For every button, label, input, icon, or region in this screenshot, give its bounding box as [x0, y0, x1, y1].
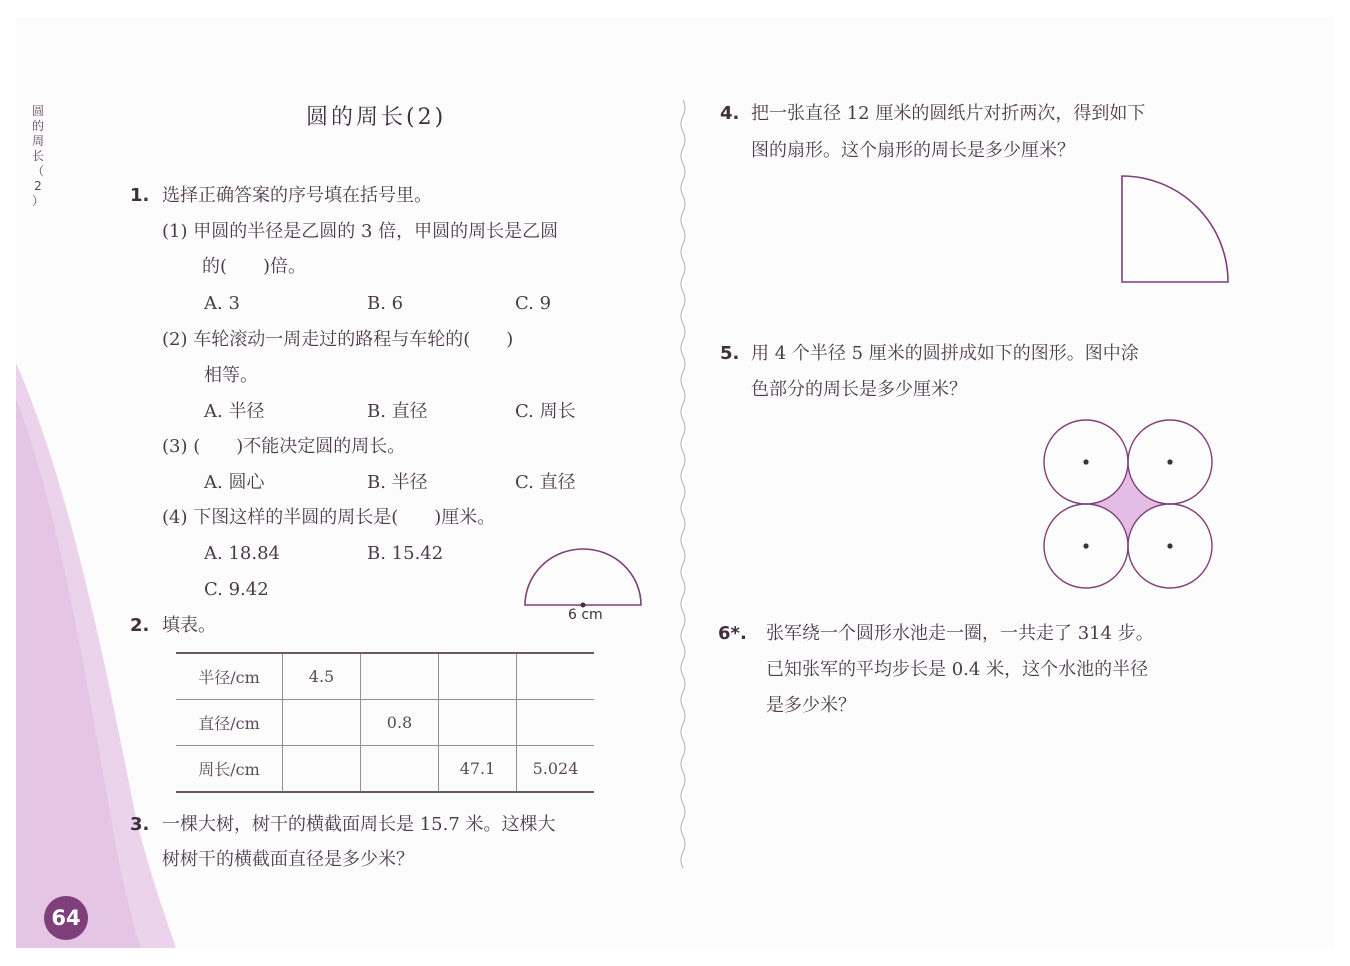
table-cell [439, 653, 517, 700]
table-cell: 4.5 [283, 653, 361, 700]
q1-sub1-line1: (1) 甲圆的半径是乙圆的 3 倍，甲圆的周长是乙圆 [162, 221, 559, 242]
table-cell [283, 700, 361, 746]
table-cell [439, 700, 517, 746]
question-3-line1: 一棵大树，树干的横截面周长是 15.7 米。这棵大 [162, 814, 556, 835]
semicircle-diameter-label: 6 cm [568, 607, 603, 623]
table-header-cell: 周长/cm [176, 746, 283, 793]
question-3-number: 3. [130, 814, 150, 835]
q1-sub2-option-b: B. 直径 [367, 401, 428, 422]
table-row [176, 700, 594, 746]
side-char: （ [31, 164, 44, 178]
table-header-cell: 直径/cm [176, 700, 283, 746]
q1-sub4-option-b: B. 15.42 [367, 543, 444, 564]
question-5-line2: 色部分的周长是多少厘米？ [751, 379, 967, 400]
table-cell: 0.8 [361, 700, 439, 746]
q1-sub2-line2: 相等。 [204, 365, 258, 386]
side-char: 周 [31, 134, 44, 148]
q1-sub2-option-a: A. 半径 [204, 401, 265, 422]
question-4-line1: 把一张直径 12 厘米的圆纸片对折两次，得到如下 [751, 103, 1146, 124]
table-cell [361, 653, 439, 700]
q1-sub4-option-c: C. 9.42 [204, 579, 269, 600]
q1-sub2-option-c: C. 周长 [515, 401, 576, 422]
q1-sub3-line1: (3) ( )不能决定圆的周长。 [162, 436, 406, 457]
q1-sub1-option-a: A. 3 [204, 293, 240, 314]
question-6-number: 6*. [718, 623, 747, 644]
question-6-line2: 已知张军的平均步长是 0.4 米，这个水池的半径 [766, 659, 1149, 680]
question-2-number: 2. [130, 615, 150, 636]
q1-sub3-option-b: B. 半径 [367, 472, 428, 493]
table-cell: 5.024 [517, 746, 595, 793]
side-char: 长 [31, 149, 44, 163]
table-header-cell: 半径/cm [176, 653, 283, 700]
q1-sub2-line1: (2) 车轮滚动一周走过的路程与车轮的( ) [162, 329, 514, 350]
question-4-line2: 图的扇形。这个扇形的周长是多少厘米？ [751, 140, 1075, 161]
side-char: 的 [31, 119, 44, 133]
table-row [176, 746, 594, 793]
semicircle-figure [520, 544, 646, 610]
table-cell [283, 746, 361, 793]
question-1-number: 1. [130, 185, 150, 206]
q1-sub1-option-b: B. 6 [367, 293, 404, 314]
q1-sub4-option-a: A. 18.84 [204, 543, 280, 564]
table-cell [517, 653, 595, 700]
q1-sub4-line1: (4) 下图这样的半圆的周长是( )厘米。 [162, 507, 496, 528]
question-4-number: 4. [720, 103, 740, 124]
sector-figure [1118, 172, 1234, 286]
question-2-stem: 填表。 [162, 615, 216, 636]
side-char: 2 [34, 179, 42, 193]
question-5-number: 5. [720, 343, 740, 364]
question-6-line3: 是多少米？ [766, 695, 856, 716]
table-cell: 47.1 [439, 746, 517, 793]
q1-sub3-option-c: C. 直径 [515, 472, 576, 493]
q1-sub1-line2: 的( )倍。 [202, 256, 307, 277]
fill-in-table [176, 652, 594, 793]
column-divider [676, 100, 690, 870]
q1-sub1-option-c: C. 9 [515, 293, 552, 314]
q1-sub3-option-a: A. 圆心 [204, 472, 265, 493]
question-6-line1: 张军绕一个圆形水池走一圈，一共走了 314 步。 [766, 623, 1154, 644]
side-char: 圆 [31, 104, 44, 118]
side-char: ） [31, 194, 44, 208]
question-3-line2: 树树干的横截面直径是多少米？ [162, 849, 414, 870]
page-title: 圆的周长(2) [306, 105, 447, 130]
table-cell [361, 746, 439, 793]
question-1-stem: 选择正确答案的序号填在括号里。 [162, 185, 432, 206]
question-5-line1: 用 4 个半径 5 厘米的圆拼成如下的图形。图中涂 [751, 343, 1139, 364]
four-circles-figure [1040, 416, 1218, 592]
table-row [176, 653, 594, 700]
page-number: 64 [44, 896, 88, 940]
table-cell [517, 700, 595, 746]
side-section-label [30, 104, 46, 209]
